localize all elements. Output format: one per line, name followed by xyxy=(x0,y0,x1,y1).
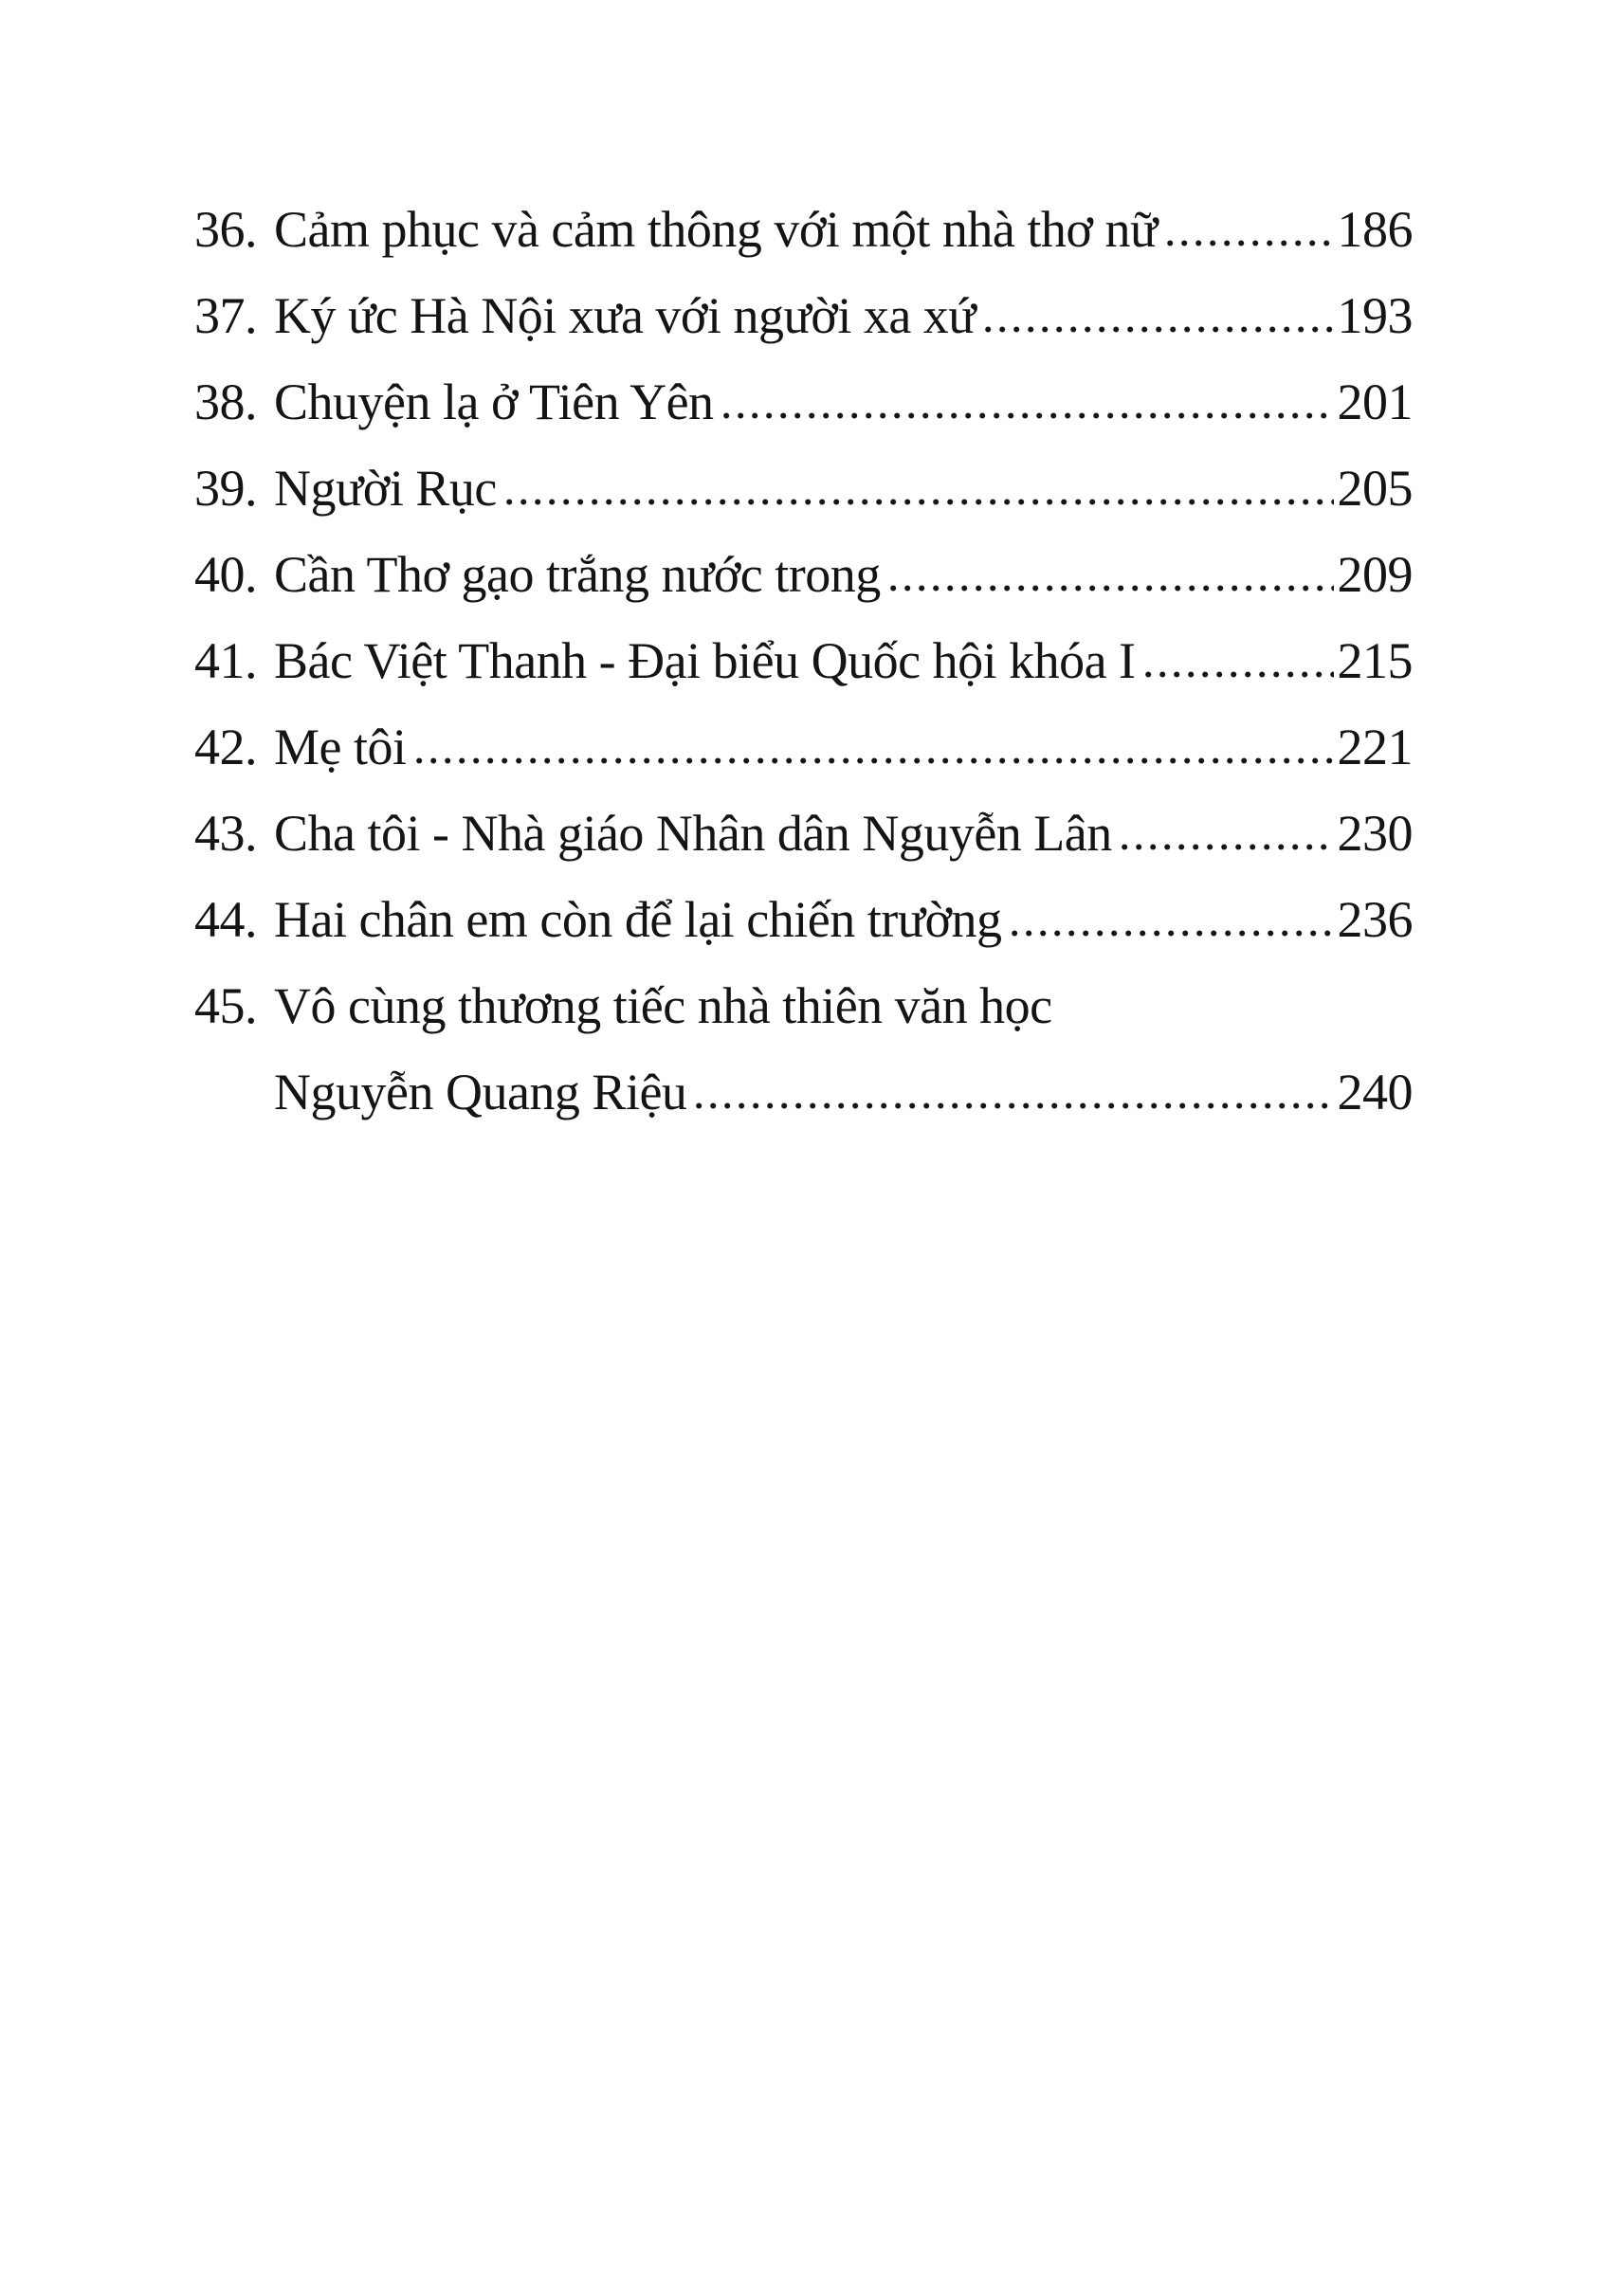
toc-entry xyxy=(194,359,1413,446)
entry-number: 39. xyxy=(194,460,257,517)
entry-title: Chuyện lạ ở Tiên Yên xyxy=(274,373,714,430)
entry-number: 38. xyxy=(194,373,257,430)
toc-entry xyxy=(194,877,1413,963)
dot-leader xyxy=(1122,844,1334,850)
dot-leader xyxy=(890,585,1334,592)
entry-page-number: 193 xyxy=(1337,287,1413,344)
toc-entry xyxy=(194,532,1413,618)
dot-leader xyxy=(1145,671,1334,678)
dot-leader xyxy=(723,412,1334,419)
entry-title: Cha tôi - Nhà giáo Nhân dân Nguyễn Lân xyxy=(274,805,1112,862)
entry-number: 44. xyxy=(194,891,257,948)
toc-entry xyxy=(194,446,1413,532)
entry-title: Cần Thơ gạo trắng nước trong xyxy=(274,546,881,603)
entry-title: Nguyễn Quang Riệu xyxy=(274,1064,687,1120)
entry-page-number: 240 xyxy=(1337,1064,1413,1120)
toc-entry xyxy=(194,791,1413,877)
dot-leader xyxy=(985,326,1333,333)
entry-page-number: 215 xyxy=(1337,632,1413,689)
entry-page-number: 221 xyxy=(1337,719,1413,775)
entry-page-number: 236 xyxy=(1337,891,1413,948)
entry-title: Bác Việt Thanh - Đại biểu Quốc hội khóa I xyxy=(274,632,1136,689)
entry-number: 37. xyxy=(194,287,257,344)
entry-title: Người Rục xyxy=(274,460,497,517)
entry-page-number: 230 xyxy=(1337,805,1413,862)
toc-entry xyxy=(194,618,1413,704)
dot-leader xyxy=(1167,240,1334,246)
entry-title: Ký ức Hà Nội xưa với người xa xứ xyxy=(274,287,976,344)
entry-title: Cảm phục và cảm thông với một nhà thơ nữ xyxy=(274,201,1158,258)
toc-entry xyxy=(194,1049,1413,1136)
entry-title: Hai chân em còn để lại chiến trường xyxy=(274,891,1002,948)
entry-title: Vô cùng thương tiếc nhà thiên văn học xyxy=(274,977,1052,1034)
dot-leader xyxy=(506,499,1334,505)
entry-page-number: 205 xyxy=(1337,460,1413,517)
entry-page-number: 186 xyxy=(1337,201,1413,258)
entry-number: 45. xyxy=(194,977,257,1034)
toc-entry xyxy=(194,273,1413,359)
entry-number: 36. xyxy=(194,201,257,258)
dot-leader xyxy=(416,757,1334,764)
entry-number: 40. xyxy=(194,546,257,603)
toc-entry xyxy=(194,963,1413,1049)
dot-leader xyxy=(1012,930,1334,937)
toc-entry xyxy=(194,704,1413,791)
entry-page-number: 201 xyxy=(1337,373,1413,430)
dot-leader xyxy=(696,1102,1333,1109)
entry-title: Mẹ tôi xyxy=(274,719,407,775)
entry-number: 41. xyxy=(194,632,257,689)
table-of-contents xyxy=(194,187,1413,1136)
entry-number: 43. xyxy=(194,805,257,862)
entry-number: 42. xyxy=(194,719,257,775)
toc-entry xyxy=(194,187,1413,273)
entry-page-number: 209 xyxy=(1337,546,1413,603)
